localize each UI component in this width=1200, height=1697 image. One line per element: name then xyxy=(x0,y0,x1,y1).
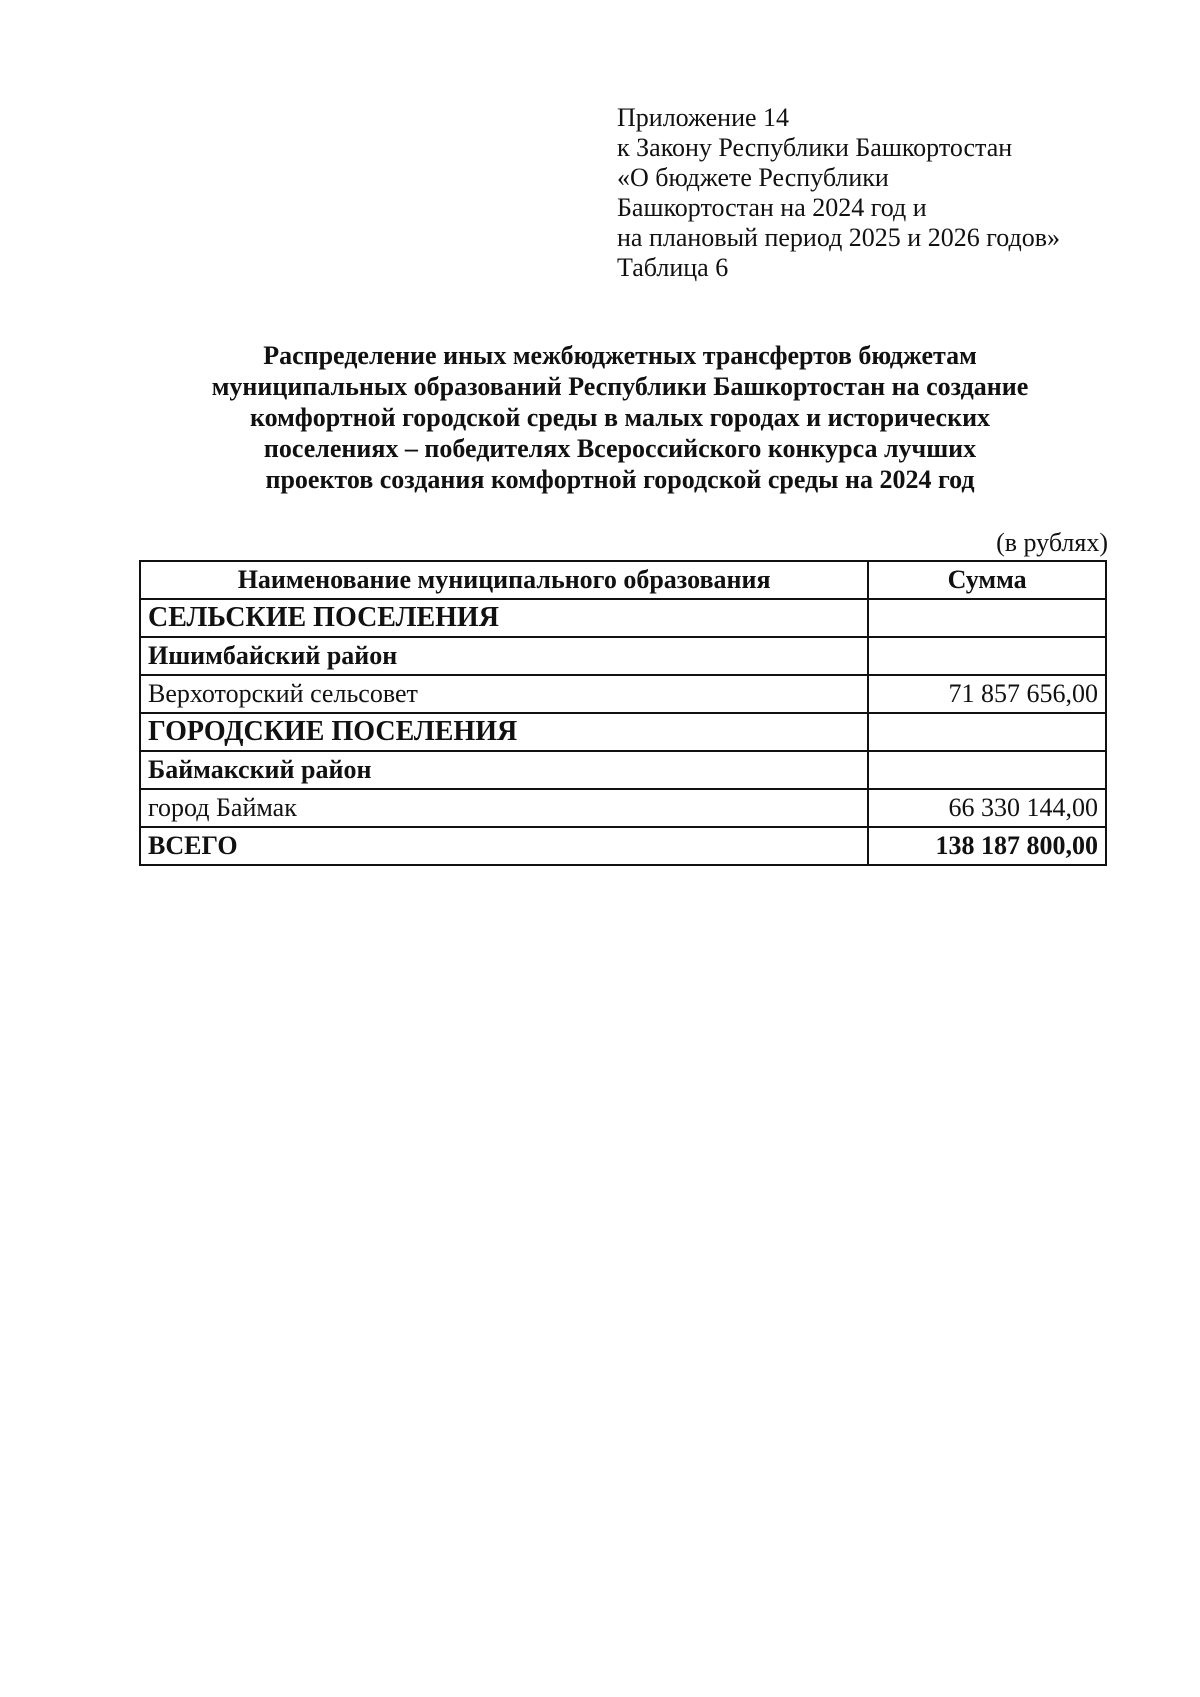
table-row xyxy=(140,713,1106,751)
total-sum: 138 187 800,00 xyxy=(868,827,1106,865)
row-sum xyxy=(868,713,1106,751)
row-sum: 71 857 656,00 xyxy=(868,675,1106,713)
appendix-line: Таблица 6 xyxy=(617,253,729,282)
table-row xyxy=(140,751,1106,789)
appendix-line: на плановый период 2025 и 2026 годов» xyxy=(617,223,1060,252)
units-note: (в рублях) xyxy=(996,528,1108,557)
total-label: ВСЕГО xyxy=(140,827,868,865)
row-sum: 66 330 144,00 xyxy=(868,789,1106,827)
table-row xyxy=(140,675,1106,713)
appendix-line: «О бюджете Республики xyxy=(617,163,889,192)
title-line: проектов создания комфортной городской среды на 2024 год xyxy=(265,465,975,494)
header-name: Наименование муниципального образования xyxy=(140,561,868,599)
transfers-table xyxy=(139,560,1107,866)
row-sum xyxy=(868,751,1106,789)
table-row xyxy=(140,637,1106,675)
appendix-line: Приложение 14 xyxy=(617,103,790,132)
header-sum: Сумма xyxy=(868,561,1106,599)
document-title xyxy=(130,340,1110,495)
table-row xyxy=(140,789,1106,827)
section-name: СЕЛЬСКИЕ ПОСЕЛЕНИЯ xyxy=(140,599,868,637)
title-line: поселениях – победителях Всероссийского конкурса лучших xyxy=(263,434,977,463)
district-name: Баймакский район xyxy=(140,751,868,789)
table-header-row xyxy=(140,561,1106,599)
appendix-line: Башкортостан на 2024 год и xyxy=(617,193,927,222)
appendix-line: к Закону Республики Башкортостан xyxy=(617,133,1013,162)
total-row xyxy=(140,827,1106,865)
municipality-name: город Баймак xyxy=(140,789,868,827)
table-row xyxy=(140,599,1106,637)
municipality-name: Верхоторский сельсовет xyxy=(140,675,868,713)
district-name: Ишимбайский район xyxy=(140,637,868,675)
row-sum xyxy=(868,599,1106,637)
title-line: комфортной городской среды в малых городах и исторических xyxy=(249,403,991,432)
title-line: Распределение иных межбюджетных трансфертов бюджетам xyxy=(263,341,977,370)
section-name: ГОРОДСКИЕ ПОСЕЛЕНИЯ xyxy=(140,713,868,751)
row-sum xyxy=(868,637,1106,675)
appendix-reference xyxy=(617,103,1060,283)
title-line: муниципальных образований Республики Башкортостан на создание xyxy=(211,372,1029,401)
